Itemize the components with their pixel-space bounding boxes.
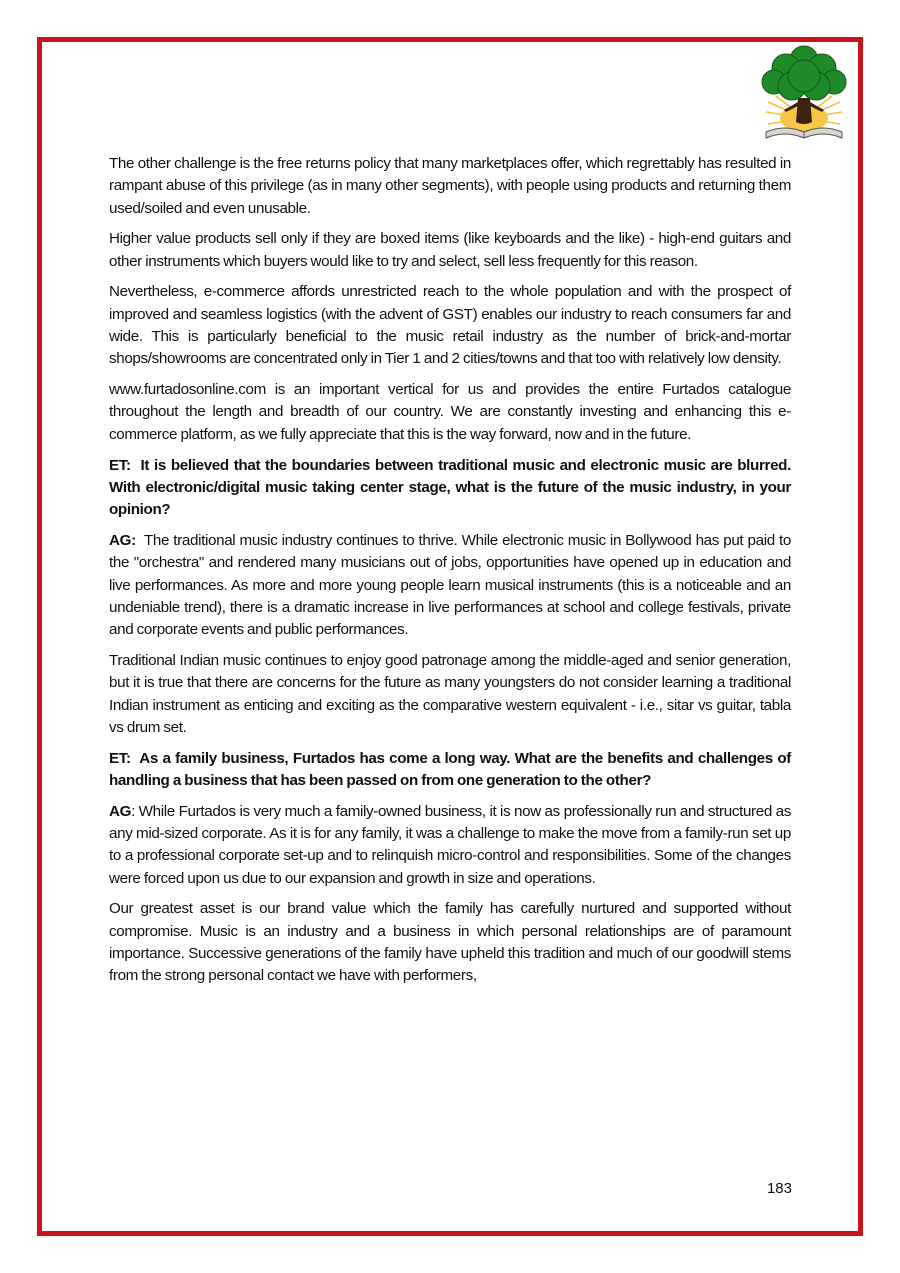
- speaker-label: AG: [109, 802, 132, 820]
- paragraph-text: Our greatest asset is our brand value which the family has carefully nurtured and supported without compromise. Music is an industry and a business in which personal relationships are of paramount importance. Successive generations of the family have upheld this tradition and much of our goodwill stems from the strong personal contact we have with performers,: [109, 900, 791, 985]
- paragraph-returns-policy: [109, 153, 791, 220]
- article-body: [109, 153, 791, 996]
- paragraph-text: www.furtadosonline.com is an important vertical for us and provides the entire Furtados catalogue throughout the length and breadth of our country. We are constantly investing and enhancing this e-commerce platform, as we fully appreciate that this is the way forward, now and in the future.: [109, 381, 791, 443]
- paragraph-text: Traditional Indian music continues to enjoy good patronage among the middle-aged and senior generation, but it is true that there are concerns for the future as many youngsters do not consider learning a traditional Indian instrument as enticing and exciting as the comparative western equivalent - i.e., sitar vs guitar, tabla vs drum set.: [109, 651, 791, 736]
- paragraph-higher-value-products: [109, 228, 791, 273]
- paragraph-traditional-indian-music: [109, 650, 791, 739]
- answer-family-business: [109, 801, 791, 890]
- page-number: 183: [766, 1180, 792, 1197]
- tree-book-logo-icon: [748, 40, 860, 152]
- answer-text: : While Furtados is very much a family-owned business, it is now as professionally run and structured as any mid-sized corporate. As it is for any family, it was a challenge to make the move from a family-run set up to a professional corporate set-up and to relinquish micro-control and responsibilities. Some of the changes were forced upon us due to our expansion and growth in size and operations.: [109, 802, 791, 887]
- question-text: It is believed that the boundaries between traditional music and electronic music are blurred. With electronic/digital music taking center stage, what is the future of the music industry, in your opinion?: [109, 456, 791, 519]
- paragraph-brand-value: [109, 898, 791, 987]
- question-family-business: [109, 748, 791, 793]
- speaker-label: ET:: [109, 456, 131, 474]
- paragraph-ecommerce-reach: [109, 281, 791, 370]
- paragraph-text: Nevertheless, e-commerce affords unrestricted reach to the whole population and with the prospect of improved and seamless logistics (with the advent of GST) enables our industry to reach consumers far and wide. This is particularly beneficial to the music retail industry as the number of brick-and-mortar shops/showrooms are concentrated only in Tier 1 and 2 cities/towns and that too with relatively low density.: [109, 283, 791, 368]
- answer-future-of-music: [109, 530, 791, 641]
- paragraph-text: The other challenge is the free returns policy that many marketplaces offer, which regrettably has resulted in rampant abuse of this privilege (as in many other segments), with people using products and returning them used/soiled and even unusable.: [109, 155, 791, 217]
- speaker-label: AG:: [109, 531, 136, 549]
- question-future-of-music: [109, 455, 791, 522]
- paragraph-furtadosonline: [109, 379, 791, 446]
- answer-text: The traditional music industry continues to thrive. While electronic music in Bollywood has put paid to the "orchestra" and rendered many musicians out of jobs, opportunities have opened up in education and live performances. As more and more young people learn musical instruments (this is a noticeable and an undeniable trend), there is a dramatic increase in live performances at school and college festivals, private and corporate events and public performances.: [109, 531, 791, 639]
- question-text: As a family business, Furtados has come a long way. What are the benefits and challenges of handling a business that has been passed on from one generation to the other?: [109, 749, 791, 789]
- paragraph-text: Higher value products sell only if they are boxed items (like keyboards and the like) - high-end guitars and other instruments which buyers would like to try and select, sell less frequently for this reason.: [109, 230, 791, 270]
- speaker-label: ET:: [109, 749, 131, 767]
